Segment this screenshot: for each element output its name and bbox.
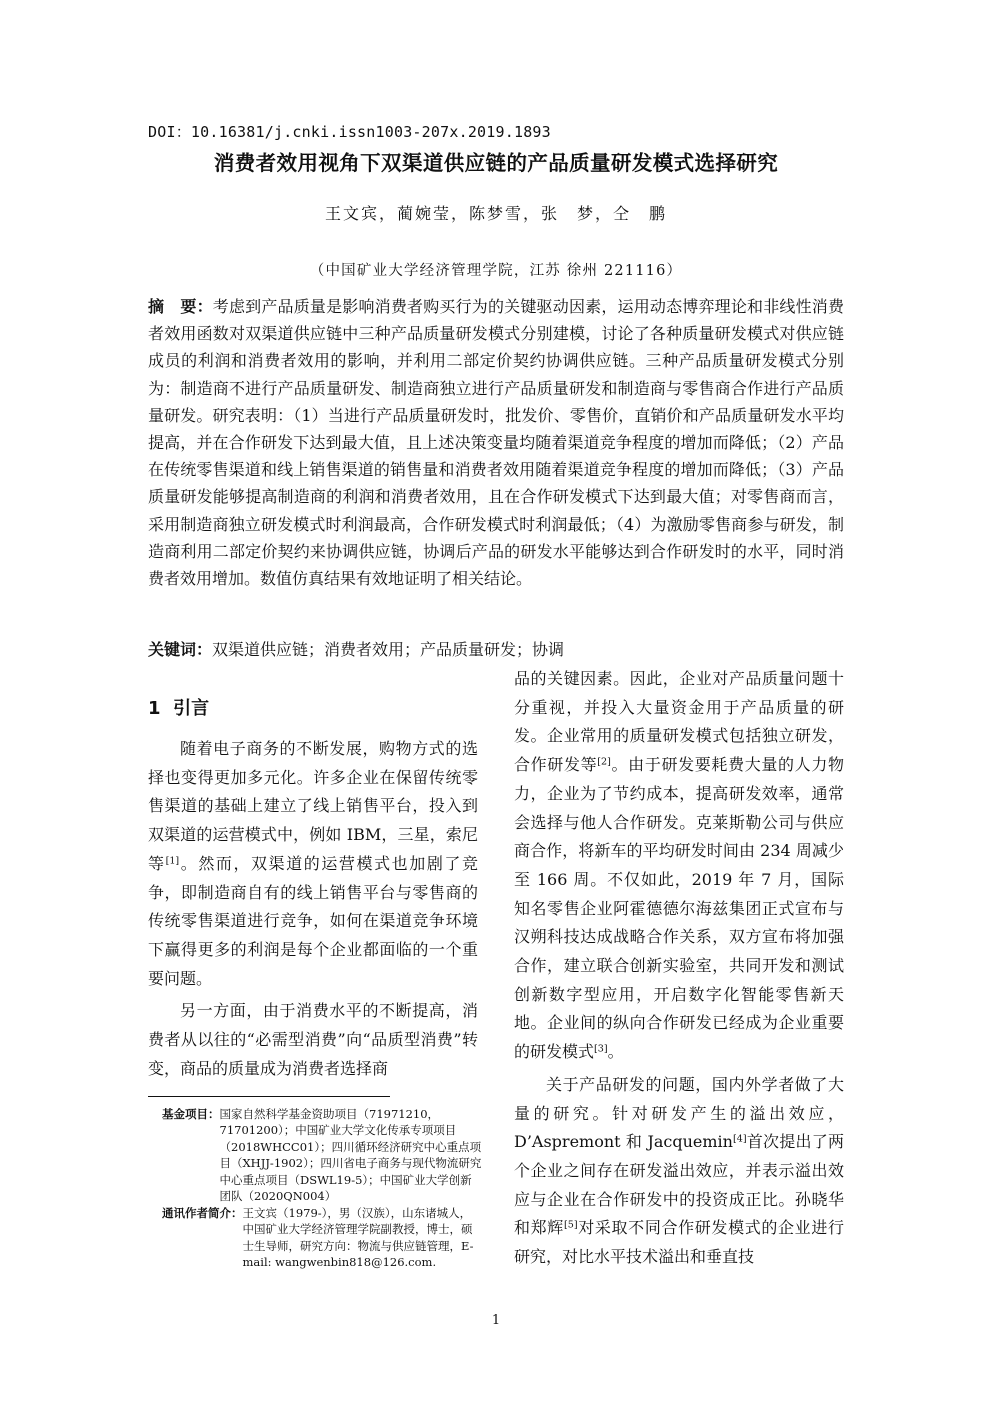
affiliation: （中国矿业大学经济管理学院，江苏 徐州 221116）: [309, 263, 683, 279]
paragraph-text: 对采取不同合作研发模式的企业进行研究，对比水平技术溢出和垂直技: [514, 1218, 844, 1267]
citation-ref: [1]: [165, 855, 180, 867]
citation-ref: [3]: [594, 1043, 608, 1055]
paragraph-text: 首次提出了两个企业之间存在研发溢出效应，并表示溢出效应与企业在合作研发中的投资成正比。孙晓华和郑辉: [514, 1132, 844, 1238]
abstract: [148, 293, 844, 592]
intro-paragraph-continued: [514, 665, 844, 1067]
author-note-text: 王文宾（1979-），男（汉族），山东诸城人，中国矿业大学经济管理学院副教授，博士，硕士生导师，研究方向：物流与供应链管理，E-mail: wangwenbin818@126.com.: [242, 1206, 474, 1270]
intro-paragraph-3: [514, 1071, 844, 1272]
section-number: 1: [148, 698, 161, 719]
citation-ref: [5]: [563, 1219, 578, 1231]
funding-text: 国家自然科学基金资助项目（71971210，71701200）；中国矿业大学文化传承专项项目（2018WHCC01）；四川循环经济研究中心重点项目（XHJJ-1902）；四川省电子商务与现代物流研究中心重点项目（DSWL19-5）；中国矿业大学创新团队（2020QN004）: [219, 1107, 482, 1204]
abstract-text: 考虑到产品质量是影响消费者购买行为的关键驱动因素，运用动态博弈理论和非线性消费者效用函数对双渠道供应链中三种产品质量研发模式分别建模，讨论了各种质量研发模式对供应链成员的利润和消费者效用的影响，并利用二部定价契约协调供应链。三种产品质量研发模式分别为：制造商不进行产品质量研发、制造商独立进行产品质量研发和制造商与零售商合作进行产品质量研发。研究表明：（1）当进行产品质量研发时，批发价、零售价，直销价和产品质量研发水平均提高，并在合作研发下达到最大值，且上述决策变量均随着渠道竞争程度的增加而降低；（2）产品在传统零售渠道和线上销售渠道的销售量和消费者效用随着渠道竞争程度的增加而降低；（3）产品质量研发能够提高制造商的利润和消费者效用，且在合作研发模式下达到最大值；对零售商而言，采用制造商独立研发模式时利润最高，合作研发模式时利润最低；（4）为激励零售商参与研发，制造商利用二部定价契约来协调供应链，协调后产品的研发水平能够达到合作研发时的水平，同时消费者效用增加。数值仿真结果有效地证明了相关结论。: [148, 297, 844, 589]
citation-ref: [4]: [732, 1133, 747, 1145]
right-column: [514, 665, 844, 1272]
page-number: 1: [491, 1313, 501, 1328]
paragraph-text: 。然而，双渠道的运营模式也加剧了竞争，即制造商自有的线上销售平台与零售商的传统零售渠道进行竞争，如何在渠道竞争环境下赢得更多的利润是每个企业都面临的一个重要问题。: [148, 853, 478, 988]
footnote-divider: [148, 1096, 390, 1097]
keywords: [148, 636, 844, 663]
section-heading: [148, 694, 209, 720]
funding-label: 基金项目：: [162, 1107, 220, 1121]
paragraph-text: 品的关键因素。因此，企业对产品质量问题十分重视，并投入大量资金用于产品质量的研发。企业常用的质量研发模式包括独立研发，合作研发等: [514, 669, 844, 775]
footnote-author: [162, 1205, 482, 1271]
author-note-label: 通讯作者简介：: [162, 1206, 243, 1220]
section-title: 引言: [173, 698, 210, 719]
paragraph-text: 随着电子商务的不断发展，购物方式的选择也变得更加多元化。许多企业在保留传统零售渠道的基础上建立了线上销售平台，投入到双渠道的运营模式中，例如 IBM，三星，索尼等: [148, 739, 478, 873]
citation-ref: [2]: [597, 756, 611, 768]
intro-paragraph-2: 另一方面，由于消费水平的不断提高，消费者从以往的“必需型消费”向“品质型消费”转变，商品的质量成为消费者选择商: [148, 1001, 478, 1078]
keywords-text: 双渠道供应链；消费者效用；产品质量研发；协调: [212, 640, 565, 659]
paragraph-text: 。由于研发要耗费大量的人力物力，企业为了节约成本，提高研发效率，通常会选择与他人合作研发。克莱斯勒公司与供应商合作，将新车的平均研发时间由 234 周减少至 166 周。不仅如此，2019 年 7 月，国际知名零售企业阿霍德德尔海兹集团正式宣布与汉朔科技达成战略合作关系，双方宣布将加强合作，建立联合创新实验室，共同开发和测试创新数字型应用，开启数字化智能零售新天地。企业间的纵向合作研发已经成为企业重要的研发模式: [514, 755, 844, 1062]
paper-title: 消费者效用视角下双渠道供应链的产品质量研发模式选择研究: [213, 151, 779, 175]
intro-paragraph-1: [148, 735, 478, 993]
doi-line: DOI：10.16381/j.cnki.issn1003-207x.2019.1893: [148, 123, 551, 141]
paragraph-text: 关于产品研发的问题，国内外学者做了大量的研究。针对研发产生的溢出效应，D’Aspremont 和 Jacquemin: [514, 1074, 844, 1152]
footnote-funding: [162, 1106, 482, 1204]
keywords-label: 关键词：: [148, 640, 213, 659]
abstract-label: 摘 要：: [148, 297, 213, 316]
author-list: 王文宾，蔺婉莹，陈梦雪，张 梦，仝 鹏: [324, 204, 667, 223]
left-column: [148, 735, 478, 1083]
paragraph-text: 。: [607, 1042, 624, 1062]
